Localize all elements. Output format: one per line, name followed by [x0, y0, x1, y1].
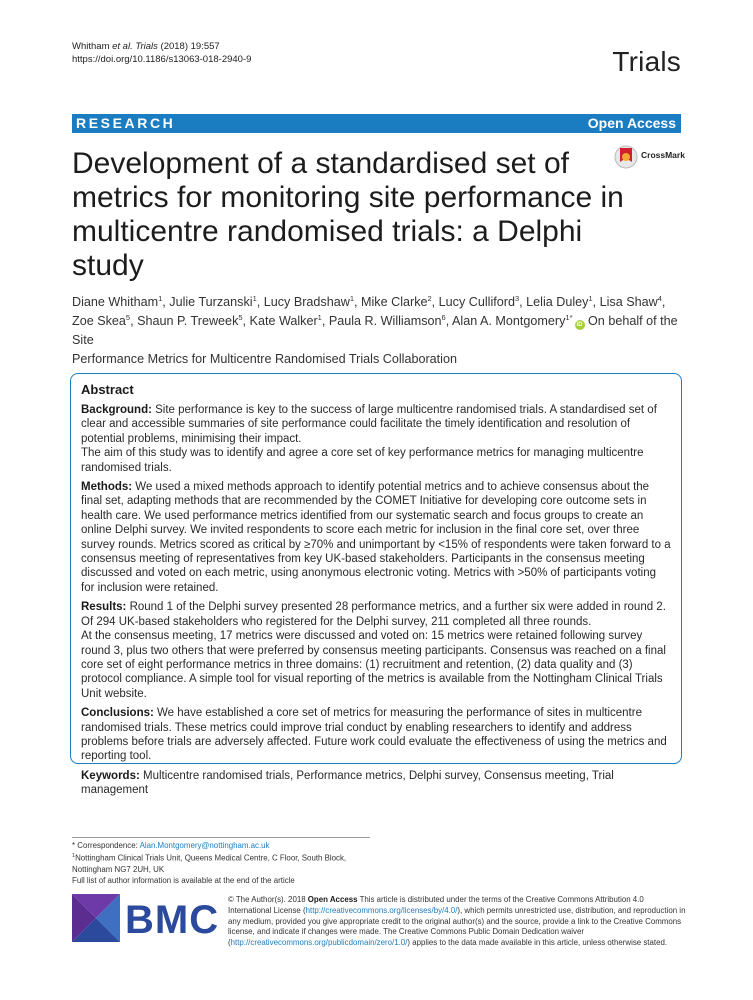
author-affil: 1 [252, 293, 257, 303]
author-name: Alan A. Montgomery [452, 314, 566, 328]
author-affil: 1 [158, 293, 163, 303]
conclusions-label: Conclusions: [81, 707, 154, 720]
results-text: Round 1 of the Delphi survey presented 28 performance metrics, and a further six were added in round 2. Of 294 UK-based stakeholders who registered for the Delphi survey, 211 completed all three rounds. [81, 601, 666, 628]
results-label: Results: [81, 601, 127, 614]
abstract-box [70, 373, 682, 797]
abstract-results [81, 600, 671, 629]
author-affil: 1 [349, 293, 355, 303]
author-affil: 1 [317, 312, 322, 322]
author-name: Mike Clarke [361, 295, 428, 309]
article-type-banner [72, 114, 681, 133]
author-name: Julie Turzanski [169, 295, 253, 309]
methods-label: Methods: [81, 481, 133, 494]
keywords-label: Keywords: [81, 769, 140, 782]
footnote-divider [72, 837, 370, 838]
author-name: Diane Whitham [72, 295, 159, 309]
doi-link[interactable]: https://doi.org/10.1186/s13063-018-2940-9 [72, 53, 252, 65]
bmc-logo-icon [72, 894, 122, 942]
author-name: Zoe Skea [72, 314, 126, 328]
author-affil: 4 [657, 293, 662, 303]
keywords-text: Multicentre randomised trials, Performance metrics, Delphi survey, Consensus meeting, Trial management [81, 769, 614, 797]
author-affil: 5 [125, 312, 131, 322]
citation-year: (2018) 19:557 [160, 41, 220, 52]
title-line-1: Development of a standardised set of [72, 147, 569, 180]
license-statement [228, 895, 688, 949]
title-line-4: study [72, 249, 144, 282]
author-affil: 5 [238, 312, 243, 322]
affiliation-sup: 1 [72, 853, 76, 860]
title-line-3: multicentre randomised trials: a Delphi [72, 215, 583, 248]
author-affil: 3 [514, 293, 520, 303]
article-title [72, 147, 632, 283]
license-open-access-label: Open Access [307, 895, 358, 904]
author-affil: 2 [427, 293, 432, 303]
author-name: Shaun P. Treweek [137, 314, 239, 328]
crossmark-label: CrossMark [641, 150, 685, 160]
license-url-link[interactable]: http://creativecommons.org/licenses/by/4.0/ [305, 905, 458, 915]
collaboration-text-a: On behalf of the Site [72, 314, 678, 347]
author-name: Lucy Culliford [438, 295, 515, 309]
copyright-text: © The Author(s). 2018 [228, 895, 308, 904]
author-name: Lelia Duley [526, 295, 589, 309]
abstract-background-aim: The aim of this study was to identify and agree a core set of key performance metrics for managing multicentre randomised trials. [81, 447, 644, 474]
citation-journal: Trials [132, 41, 161, 52]
background-label: Background: [81, 404, 152, 416]
author-name: Lucy Bradshaw [263, 295, 350, 309]
background-text: Site performance is key to the success of large multicentre randomised trials. A standardised set of clear and accessible summaries of site performance could facilitate the timely identification and resolution of potential problems, minimising their impact. [81, 404, 657, 445]
bmc-logo [72, 894, 220, 944]
journal-name: Trials [612, 46, 681, 77]
article-type-label: RESEARCH [76, 115, 176, 131]
citation-block [72, 41, 251, 66]
correspondence-email-link[interactable]: Alan.Montgomery@nottingham.ac.uk [139, 841, 270, 850]
affiliation-line-2: Nottingham NG7 2UH, UK [72, 865, 165, 875]
citation-etal: et al. [112, 41, 133, 52]
affiliation-line-1 [72, 851, 346, 864]
author-list [72, 293, 684, 369]
public-domain-url-link[interactable]: http://creativecommons.org/publicdomain/zero/1.0/ [230, 938, 408, 948]
abstract-methods [81, 480, 671, 595]
open-access-label: Open Access [587, 115, 676, 131]
citation-line [72, 41, 251, 54]
correspondence-label: * Correspondence: [72, 841, 140, 850]
author-name: Lisa Shaw [599, 295, 658, 309]
affiliation-text-1: Nottingham Clinical Trials Unit, Queens Medical Centre, C Floor, South Block, [75, 853, 347, 863]
conclusions-text: We have established a core set of metrics for measuring the performance of sites in multicentre randomised trials. These metrics could improve trial conduct by enabling researchers to identify and address problems before trials are adversely affected. Future work could evaluate the effectiveness of using the metrics and reporting tool. [81, 707, 667, 763]
orcid-icon[interactable]: iD [576, 322, 583, 328]
abstract-results-2: At the consensus meeting, 17 metrics were discussed and voted on: 15 metrics were retained following survey round 3, plus two others that were preferred by consensus meeting participants. Consensus was reached on a final core set of eight performance metrics in three domains: (1) recruitment and retention, (2) data quality and (3) protocol compliance. A simple tool for visual reporting of the metrics is available from the Nottingham Clinical Trials Unit website. [81, 630, 666, 700]
methods-text: We used a mixed methods approach to identify potential metrics and to achieve consensus about the final set, adapting methods that are recommended by the COMET Initiative for developing core outcome sets in health care. We used performance metrics identified from our systematic search and focus groups to create an online Delphi survey. We invited respondents to score each metric for inclusion in the final core set, over three survey rounds. Metrics scored as critical by ≥70% and unimportant by <15% of respondents were taken forward to a consensus meeting of representatives from key UK-based stakeholders. Participants in the consensus meeting discussed and voted on each metric, using anonymous electronic voting. Metrics with >50% of participants voting for inclusion were retained. [81, 481, 671, 594]
author-line-2: Zoe Skea$^5$, Shaun P. Treweek$^5$, Kate Walker$^1$, Paula R. Williamson$^6$, Alan A. Montgomery$^{1*}$iD On behalf of the Site [72, 312, 678, 347]
author-affil: 6 [441, 312, 446, 322]
author-line-3: Performance Metrics for Multicentre Randomised Trials Collaboration [72, 352, 457, 366]
abstract-heading: Abstract [81, 382, 134, 397]
author-name: Paula R. Williamson [328, 314, 442, 328]
license-text-2: ), which permits unrestricted use, distribution, and reproduction in any medium, provided you give appropriate credit to the original author(s) and the source, provide a link to the Creative Commons license, and indicate if changes were made. The Creative Commons Public Domain Dedication waiver ( [228, 905, 686, 948]
abstract-conclusions [81, 706, 671, 764]
abstract-background [81, 403, 671, 446]
abstract-keywords [81, 769, 671, 798]
citation-authors: Whitham [72, 41, 113, 52]
license-text-1: This article is distributed under the terms of the Creative Commons Attribution 4.0 International License ( [228, 895, 644, 915]
author-name: Kate Walker [249, 314, 318, 328]
correspondence-line [72, 840, 346, 851]
full-author-info-note: Full list of author information is available at the end of the article [72, 876, 295, 886]
author-line-1: Diane Whitham$^1$, Julie Turzanski$^1$, Lucy Bradshaw$^1$, Mike Clarke$^2$, Lucy Culliford$^3$, Lelia Duley$^1$, Lisa Shaw$^4$, [72, 293, 666, 309]
title-line-2: metrics for monitoring site performance in [72, 181, 624, 214]
bmc-logo-text: BMC [125, 898, 220, 942]
author-affil: 1 [588, 293, 593, 303]
author-affil: 1* [565, 312, 573, 322]
license-text-3: ) applies to the data made available in this article, unless otherwise stated. [407, 938, 668, 948]
footnotes [72, 840, 346, 886]
